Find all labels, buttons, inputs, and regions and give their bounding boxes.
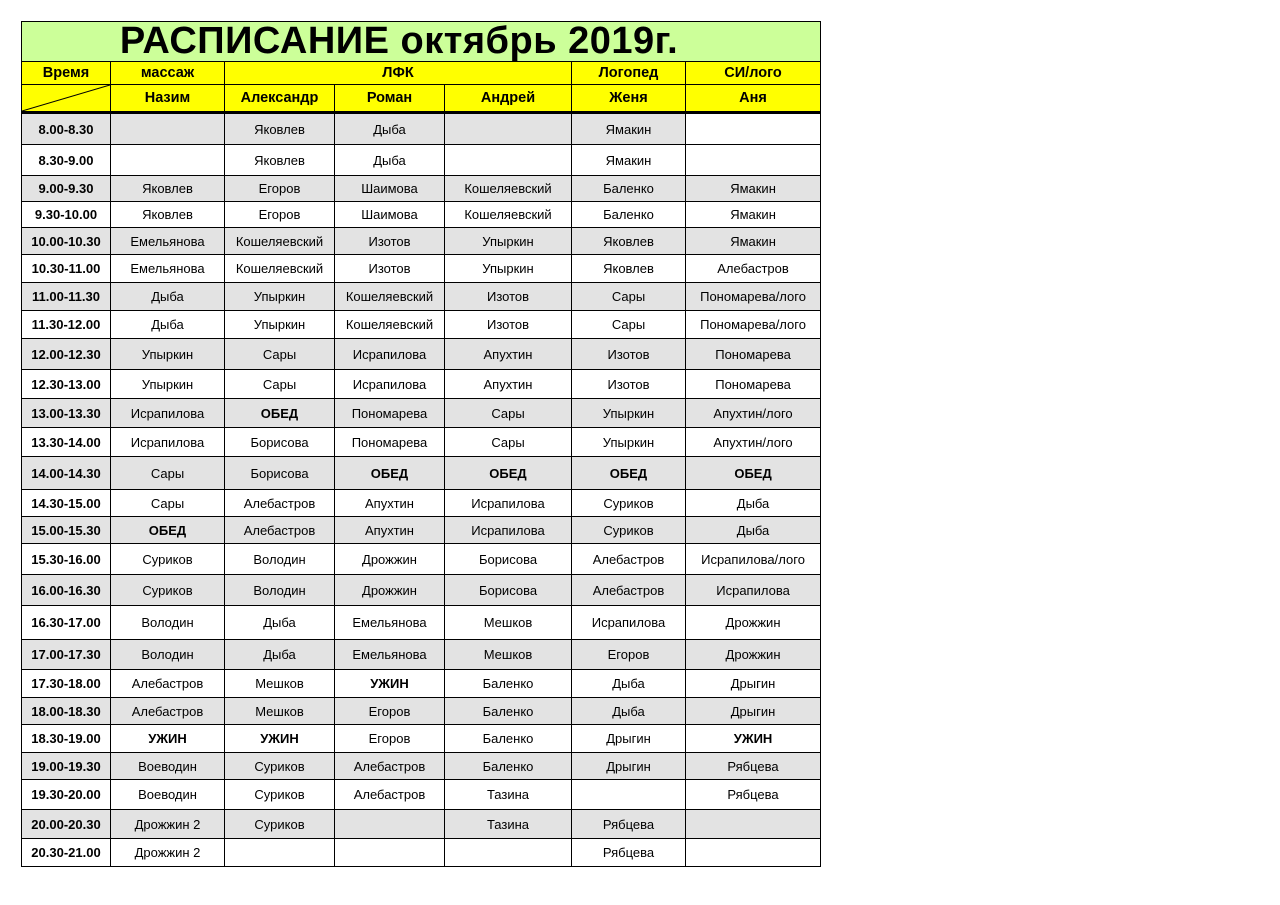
- schedule-cell: Исрапилова: [445, 490, 572, 517]
- schedule-cell: [445, 145, 572, 176]
- schedule-cell: Емельянова: [335, 640, 445, 670]
- schedule-cell: [335, 810, 445, 839]
- schedule-cell: УЖИН: [686, 725, 821, 753]
- schedule-cell: Рябцева: [686, 753, 821, 780]
- schedule-cell: Баленко: [445, 725, 572, 753]
- schedule-cell: Шаимова: [335, 202, 445, 228]
- schedule-cell: Сары: [445, 399, 572, 428]
- time-slot: 17.00-17.30: [22, 640, 111, 670]
- schedule-cell: Дыба: [225, 606, 335, 640]
- schedule-cell: Дрыгин: [686, 698, 821, 725]
- schedule-cell: Апухтин: [445, 339, 572, 370]
- schedule-cell: Дыба: [686, 517, 821, 544]
- schedule-cell: Упыркин: [111, 370, 225, 399]
- table-row: [22, 517, 821, 544]
- schedule-cell: Дыба: [335, 113, 445, 145]
- schedule-cell: Мешков: [445, 606, 572, 640]
- schedule-cell: Дыба: [335, 145, 445, 176]
- schedule-cell: Кошеляевский: [335, 283, 445, 311]
- schedule-cell: Упыркин: [225, 311, 335, 339]
- schedule-cell: Дрожжин: [686, 606, 821, 640]
- time-slot: 18.00-18.30: [22, 698, 111, 725]
- time-slot: 11.00-11.30: [22, 283, 111, 311]
- time-slot: 16.00-16.30: [22, 575, 111, 606]
- time-slot: 15.00-15.30: [22, 517, 111, 544]
- table-row: [22, 339, 821, 370]
- schedule-cell: [445, 839, 572, 867]
- schedule-cell: Володин: [111, 606, 225, 640]
- schedule-cell: Алебастров: [111, 698, 225, 725]
- time-slot: 12.00-12.30: [22, 339, 111, 370]
- schedule-cell: Упыркин: [111, 339, 225, 370]
- schedule-cell: Дрожжин: [335, 575, 445, 606]
- table-row: [22, 640, 821, 670]
- time-slot: 19.30-20.00: [22, 780, 111, 810]
- schedule-cell: Суриков: [572, 517, 686, 544]
- schedule-cell: Шаимова: [335, 176, 445, 202]
- schedule-cell: Емельянова: [111, 255, 225, 283]
- schedule-cell: Кошеляевский: [335, 311, 445, 339]
- schedule-cell: Суриков: [225, 810, 335, 839]
- table-row: [22, 399, 821, 428]
- time-slot: 8.00-8.30: [22, 113, 111, 145]
- schedule-cell: Яковлев: [225, 145, 335, 176]
- schedule-cell: ОБЕД: [111, 517, 225, 544]
- schedule-cell: Яковлев: [111, 202, 225, 228]
- schedule-cell: Яковлев: [225, 113, 335, 145]
- schedule-cell: Упыркин: [445, 228, 572, 255]
- schedule-cell: Тазина: [445, 780, 572, 810]
- schedule-cell: Баленко: [572, 202, 686, 228]
- schedule-cell: Суриков: [572, 490, 686, 517]
- schedule-cell: Кошеляевский: [445, 202, 572, 228]
- schedule-cell: Суриков: [111, 575, 225, 606]
- schedule-cell: Дрожжин: [686, 640, 821, 670]
- schedule-cell: Пономарева: [335, 428, 445, 457]
- schedule-cell: Яковлев: [111, 176, 225, 202]
- schedule-cell: Мешков: [225, 698, 335, 725]
- schedule-cell: Ямакин: [572, 145, 686, 176]
- schedule-cell: Тазина: [445, 810, 572, 839]
- schedule-cell: Изотов: [445, 311, 572, 339]
- schedule-cell: Егоров: [335, 698, 445, 725]
- schedule-cell: Суриков: [225, 753, 335, 780]
- schedule-cell: Сары: [572, 283, 686, 311]
- time-slot: 10.30-11.00: [22, 255, 111, 283]
- header-time-label: Время: [22, 62, 111, 85]
- table-row: [22, 575, 821, 606]
- schedule-cell: Дыба: [111, 283, 225, 311]
- diagonal-line: [22, 85, 110, 111]
- schedule-cell: Борисова: [445, 544, 572, 575]
- schedule-cell: Баленко: [445, 698, 572, 725]
- schedule-cell: Воеводин: [111, 753, 225, 780]
- time-slot: 9.00-9.30: [22, 176, 111, 202]
- schedule-cell: Рябцева: [686, 780, 821, 810]
- schedule-cell: Ямакин: [572, 113, 686, 145]
- header-name: Александр: [225, 85, 335, 113]
- schedule-cell: Сары: [111, 490, 225, 517]
- time-slot: 14.00-14.30: [22, 457, 111, 490]
- schedule-cell: Дыба: [225, 640, 335, 670]
- time-slot: 19.00-19.30: [22, 753, 111, 780]
- schedule-cell: Рябцева: [572, 839, 686, 867]
- header-name: Андрей: [445, 85, 572, 113]
- table-row: [22, 839, 821, 867]
- header-group-lfk: ЛФК: [225, 62, 572, 85]
- schedule-cell: Дрыгин: [572, 753, 686, 780]
- schedule-cell: Ямакин: [686, 176, 821, 202]
- time-slot: 16.30-17.00: [22, 606, 111, 640]
- header-name: Роман: [335, 85, 445, 113]
- schedule-cell: Изотов: [572, 370, 686, 399]
- schedule-cell: Дыба: [686, 490, 821, 517]
- table-row: [22, 113, 821, 145]
- schedule-cell: Дыба: [572, 670, 686, 698]
- schedule-cell: ОБЕД: [686, 457, 821, 490]
- schedule-cell: Упыркин: [225, 283, 335, 311]
- table-row: [22, 753, 821, 780]
- schedule-cell: Володин: [225, 575, 335, 606]
- schedule-cell: Кошеляевский: [445, 176, 572, 202]
- schedule-cell: Апухтин/лого: [686, 399, 821, 428]
- schedule-cell: Суриков: [225, 780, 335, 810]
- time-slot: 9.30-10.00: [22, 202, 111, 228]
- schedule-cell: Яковлев: [572, 228, 686, 255]
- schedule-cell: УЖИН: [111, 725, 225, 753]
- schedule-cell: Апухтин/лого: [686, 428, 821, 457]
- schedule-cell: Сары: [225, 339, 335, 370]
- schedule-cell: Алебастров: [111, 670, 225, 698]
- schedule-cell: [111, 113, 225, 145]
- schedule-cell: Дрожжин 2: [111, 810, 225, 839]
- table-row: [22, 176, 821, 202]
- table-row: [22, 311, 821, 339]
- schedule-cell: Пономарева: [335, 399, 445, 428]
- header-group-logoped: Логопед: [572, 62, 686, 85]
- schedule-cell: [572, 780, 686, 810]
- schedule-cell: Дрыгин: [686, 670, 821, 698]
- time-slot: 8.30-9.00: [22, 145, 111, 176]
- schedule-cell: Борисова: [445, 575, 572, 606]
- table-row: [22, 725, 821, 753]
- schedule-cell: Сары: [572, 311, 686, 339]
- header-diagonal-cell: [22, 85, 111, 113]
- schedule-cell: Воеводин: [111, 780, 225, 810]
- schedule-cell: Баленко: [572, 176, 686, 202]
- table-row: [22, 228, 821, 255]
- schedule-cell: [225, 839, 335, 867]
- schedule-cell: Борисова: [225, 457, 335, 490]
- schedule-body: [22, 113, 821, 867]
- schedule-cell: Исрапилова: [686, 575, 821, 606]
- schedule-cell: УЖИН: [225, 725, 335, 753]
- table-row: [22, 145, 821, 176]
- schedule-cell: Исрапилова: [335, 370, 445, 399]
- schedule-cell: Исрапилова: [111, 399, 225, 428]
- schedule-cell: Емельянова: [111, 228, 225, 255]
- schedule-cell: УЖИН: [335, 670, 445, 698]
- schedule-cell: ОБЕД: [572, 457, 686, 490]
- schedule-cell: Дыба: [111, 311, 225, 339]
- time-slot: 14.30-15.00: [22, 490, 111, 517]
- schedule-cell: Алебастров: [225, 490, 335, 517]
- table-row: [22, 810, 821, 839]
- schedule-cell: Апухтин: [445, 370, 572, 399]
- schedule-cell: Упыркин: [445, 255, 572, 283]
- schedule-cell: Изотов: [572, 339, 686, 370]
- table-row: [22, 370, 821, 399]
- header-name: Женя: [572, 85, 686, 113]
- schedule-title: РАСПИСАНИЕ октябрь 2019г.: [22, 22, 821, 62]
- schedule-cell: [686, 810, 821, 839]
- schedule-cell: Рябцева: [572, 810, 686, 839]
- schedule-cell: Егоров: [225, 202, 335, 228]
- schedule-cell: Баленко: [445, 670, 572, 698]
- schedule-cell: Кошеляевский: [225, 228, 335, 255]
- schedule-cell: Упыркин: [572, 428, 686, 457]
- schedule-cell: Дрожжин: [335, 544, 445, 575]
- time-slot: 20.30-21.00: [22, 839, 111, 867]
- schedule-cell: ОБЕД: [445, 457, 572, 490]
- table-row: [22, 283, 821, 311]
- schedule-cell: Исрапилова: [572, 606, 686, 640]
- schedule-cell: [686, 145, 821, 176]
- header-name: Назим: [111, 85, 225, 113]
- schedule-cell: Алебастров: [686, 255, 821, 283]
- time-slot: 10.00-10.30: [22, 228, 111, 255]
- schedule-cell: Емельянова: [335, 606, 445, 640]
- table-row: [22, 670, 821, 698]
- schedule-cell: [111, 145, 225, 176]
- schedule-cell: Исрапилова: [111, 428, 225, 457]
- time-slot: 12.30-13.00: [22, 370, 111, 399]
- schedule-cell: Пономарева/лого: [686, 283, 821, 311]
- schedule-cell: Дрожжин 2: [111, 839, 225, 867]
- schedule-cell: ОБЕД: [225, 399, 335, 428]
- time-slot: 11.30-12.00: [22, 311, 111, 339]
- schedule-cell: Мешков: [445, 640, 572, 670]
- schedule-cell: Дыба: [572, 698, 686, 725]
- schedule-cell: Кошеляевский: [225, 255, 335, 283]
- schedule-cell: Алебастров: [572, 544, 686, 575]
- table-row: [22, 457, 821, 490]
- header-name: Аня: [686, 85, 821, 113]
- schedule-cell: Дрыгин: [572, 725, 686, 753]
- schedule-table: [21, 21, 821, 867]
- schedule-cell: Алебастров: [335, 780, 445, 810]
- schedule-cell: Володин: [111, 640, 225, 670]
- schedule-cell: Исрапилова: [445, 517, 572, 544]
- time-slot: 17.30-18.00: [22, 670, 111, 698]
- schedule-cell: [335, 839, 445, 867]
- schedule-cell: Сары: [225, 370, 335, 399]
- header-group-si-logo: СИ/лого: [686, 62, 821, 85]
- schedule-cell: Суриков: [111, 544, 225, 575]
- schedule-cell: Алебастров: [335, 753, 445, 780]
- schedule-cell: [686, 839, 821, 867]
- schedule-cell: [686, 113, 821, 145]
- schedule-cell: Апухтин: [335, 490, 445, 517]
- table-row: [22, 780, 821, 810]
- schedule-cell: Апухтин: [335, 517, 445, 544]
- schedule-cell: Алебастров: [572, 575, 686, 606]
- schedule-cell: Алебастров: [225, 517, 335, 544]
- schedule-cell: Егоров: [225, 176, 335, 202]
- schedule-cell: Ямакин: [686, 228, 821, 255]
- table-row: [22, 490, 821, 517]
- table-row: [22, 428, 821, 457]
- schedule-cell: Изотов: [445, 283, 572, 311]
- table-row: [22, 255, 821, 283]
- header-group-massage: массаж: [111, 62, 225, 85]
- schedule-cell: ОБЕД: [335, 457, 445, 490]
- schedule-cell: Егоров: [572, 640, 686, 670]
- schedule-cell: Сары: [445, 428, 572, 457]
- schedule-cell: [445, 113, 572, 145]
- schedule-cell: Исрапилова/лого: [686, 544, 821, 575]
- schedule-cell: Исрапилова: [335, 339, 445, 370]
- schedule-cell: Изотов: [335, 255, 445, 283]
- time-slot: 13.00-13.30: [22, 399, 111, 428]
- schedule-cell: Изотов: [335, 228, 445, 255]
- schedule-cell: Егоров: [335, 725, 445, 753]
- schedule-cell: Ямакин: [686, 202, 821, 228]
- time-slot: 15.30-16.00: [22, 544, 111, 575]
- schedule-cell: Яковлев: [572, 255, 686, 283]
- table-row: [22, 606, 821, 640]
- time-slot: 18.30-19.00: [22, 725, 111, 753]
- schedule-cell: Мешков: [225, 670, 335, 698]
- time-slot: 20.00-20.30: [22, 810, 111, 839]
- schedule-cell: Баленко: [445, 753, 572, 780]
- time-slot: 13.30-14.00: [22, 428, 111, 457]
- schedule-cell: Упыркин: [572, 399, 686, 428]
- schedule-cell: Сары: [111, 457, 225, 490]
- table-row: [22, 544, 821, 575]
- table-row: [22, 202, 821, 228]
- schedule-cell: Пономарева: [686, 370, 821, 399]
- schedule-cell: Пономарева/лого: [686, 311, 821, 339]
- schedule-cell: Пономарева: [686, 339, 821, 370]
- schedule-cell: Володин: [225, 544, 335, 575]
- schedule-cell: Борисова: [225, 428, 335, 457]
- table-row: [22, 698, 821, 725]
